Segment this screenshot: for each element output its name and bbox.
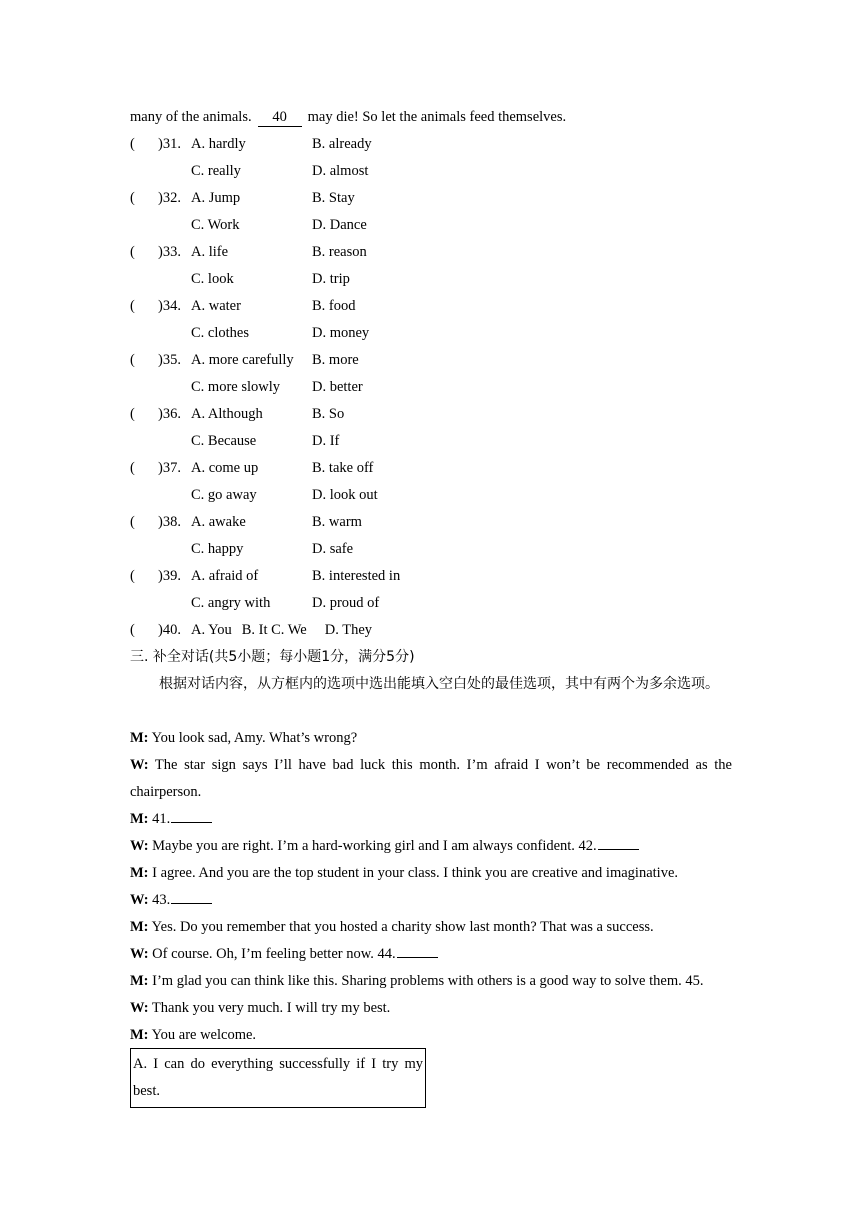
option-a: A. awake [191,514,246,530]
speaker-label: M: [130,730,149,746]
option-row [191,617,372,644]
dialogue-text: Thank you very much. I will try my best. [151,1000,391,1016]
option-a: A. Jump [191,190,241,206]
question-row-options [130,212,732,239]
question-row-options [130,320,732,347]
option-b: B. already [312,136,372,152]
question-row [130,293,732,320]
option-d: D. safe [312,541,354,557]
option-a: A. life [191,244,229,260]
dialogue-text: I’m glad you can think like this. Sharing problems with others is a good way to solve them. 45. [152,973,704,989]
option-c: C. more slowly [191,379,281,395]
speaker-label: M: [130,919,149,935]
dialogue-line [130,887,732,914]
option-c: C. look [191,271,234,287]
speaker-label: W: [130,946,149,962]
option-d: D. look out [312,487,378,503]
speaker-label: W: [130,838,149,854]
answer-paren: ( [130,460,135,476]
option-b: B. warm [312,514,362,530]
question-row [130,185,732,212]
option-c: C. angry with [191,595,271,611]
option-b: B. more [312,352,359,368]
option-d: D. Dance [312,217,367,233]
option-b: B. interested in [312,568,401,584]
dialogue-line [130,995,732,1022]
option-c: C. Because [191,433,257,449]
dialogue-line [130,806,732,833]
dialogue-line [130,1022,732,1049]
dialogue-line [130,833,732,860]
question-number: )36. [158,406,181,422]
question-row-options [130,266,732,293]
question-row [130,401,732,428]
option-c: C. go away [191,487,257,503]
question-number: )39. [158,568,181,584]
section-instructions: 根据对话内容，从方框内的选项中选出能填入空白处的最佳选项，其中有两个为多余选项。 [159,676,719,692]
passage-line [130,104,732,131]
dialogue-text: I agree. And you are the top student in your class. I think you are creative and imaginative. [152,865,678,881]
dialogue-line [130,860,732,887]
dialogue-text: You are welcome. [151,1027,257,1043]
section-heading: 三. 补全对话(共5小题；每小题1分，满分5分) [130,649,415,665]
answer-paren: ( [130,244,135,260]
option-d: D. They [324,622,373,638]
answer-paren: ( [130,352,135,368]
question-number: )31. [158,136,181,152]
option-d: D. better [312,379,363,395]
question-number: )34. [158,298,181,314]
answer-blank [171,808,212,823]
answer-paren: ( [130,136,135,152]
option-c: C. We [271,622,307,638]
question-row [130,347,732,374]
question-number: )32. [158,190,181,206]
question-number: )37. [158,460,181,476]
answer-paren: ( [130,406,135,422]
option-d: D. trip [312,271,350,287]
document-page [130,104,732,1099]
option-b: B. take off [312,460,374,476]
option-box-a: A. I can do everything successfully if I try my best. [133,1056,423,1099]
speaker-label: M: [130,973,149,989]
dialogue-text: The star sign says I’ll have bad luck this month. I’m afraid I won’t be recommended as the chairperson. [130,757,732,800]
speaker-label: W: [130,757,149,773]
question-row [130,131,732,158]
option-c: C. Work [191,217,240,233]
question-row-options [130,482,732,509]
question-row-options [130,590,732,617]
dialogue-line [130,752,732,806]
question-row [130,563,732,590]
speaker-label: M: [130,811,149,827]
dialogue-line [130,941,732,968]
option-c: C. really [191,163,241,179]
question-row-options [130,158,732,185]
option-a: A. more carefully [191,352,294,368]
answer-paren: ( [130,622,135,638]
answer-blank [171,889,212,904]
dialogue-line [130,914,732,941]
question-row-options [130,428,732,455]
option-b: B. Stay [312,190,355,206]
dialogue-text: Of course. Oh, I’m feeling better now. 44. [152,946,396,962]
dialogue-text: 41. [152,811,171,827]
dialogue-line [130,968,732,995]
question-row [130,239,732,266]
question-row-options [130,374,732,401]
passage-text-after: may die! So let the animals feed themselves. [307,109,567,125]
option-a: A. water [191,298,241,314]
option-c: C. happy [191,541,244,557]
answer-blank [397,943,438,958]
option-b: B. It [241,622,268,638]
question-number: )33. [158,244,181,260]
answer-paren: ( [130,190,135,206]
answer-paren: ( [130,298,135,314]
question-40 [130,617,732,644]
option-a: A. Although [191,406,263,422]
answer-paren: ( [130,514,135,530]
question-number: )35. [158,352,181,368]
dialogue [130,725,732,1049]
option-a: A. come up [191,460,259,476]
speaker-label: M: [130,1027,149,1043]
option-box [130,1048,426,1108]
dialogue-text: 43. [152,892,171,908]
option-c: C. clothes [191,325,249,341]
speaker-label: W: [130,1000,149,1016]
speaker-label: M: [130,865,149,881]
dialogue-line [130,725,732,752]
dialogue-text: Yes. Do you remember that you hosted a charity show last month? That was a success. [151,919,654,935]
dialogue-text: Maybe you are right. I’m a hard-working girl and I am always confident. 42. [152,838,597,854]
option-b: B. food [312,298,356,314]
option-a: A. afraid of [191,568,259,584]
option-a: A. You [191,622,232,638]
option-d: D. If [312,433,340,449]
option-b: B. reason [312,244,367,260]
option-b: B. So [312,406,345,422]
question-row-options [130,536,732,563]
question-list [130,131,732,617]
question-number: )38. [158,514,181,530]
option-a: A. hardly [191,136,246,152]
blank-40: 40 [258,108,302,127]
answer-blank [598,835,639,850]
option-d: D. money [312,325,370,341]
question-number: )40. [158,622,181,638]
passage-text-before: many of the animals. [130,109,252,125]
dialogue-text: You look sad, Amy. What’s wrong? [151,730,358,746]
speaker-label: W: [130,892,149,908]
option-d: D. proud of [312,595,380,611]
question-row [130,455,732,482]
answer-paren: ( [130,568,135,584]
question-row [130,509,732,536]
option-d: D. almost [312,163,369,179]
